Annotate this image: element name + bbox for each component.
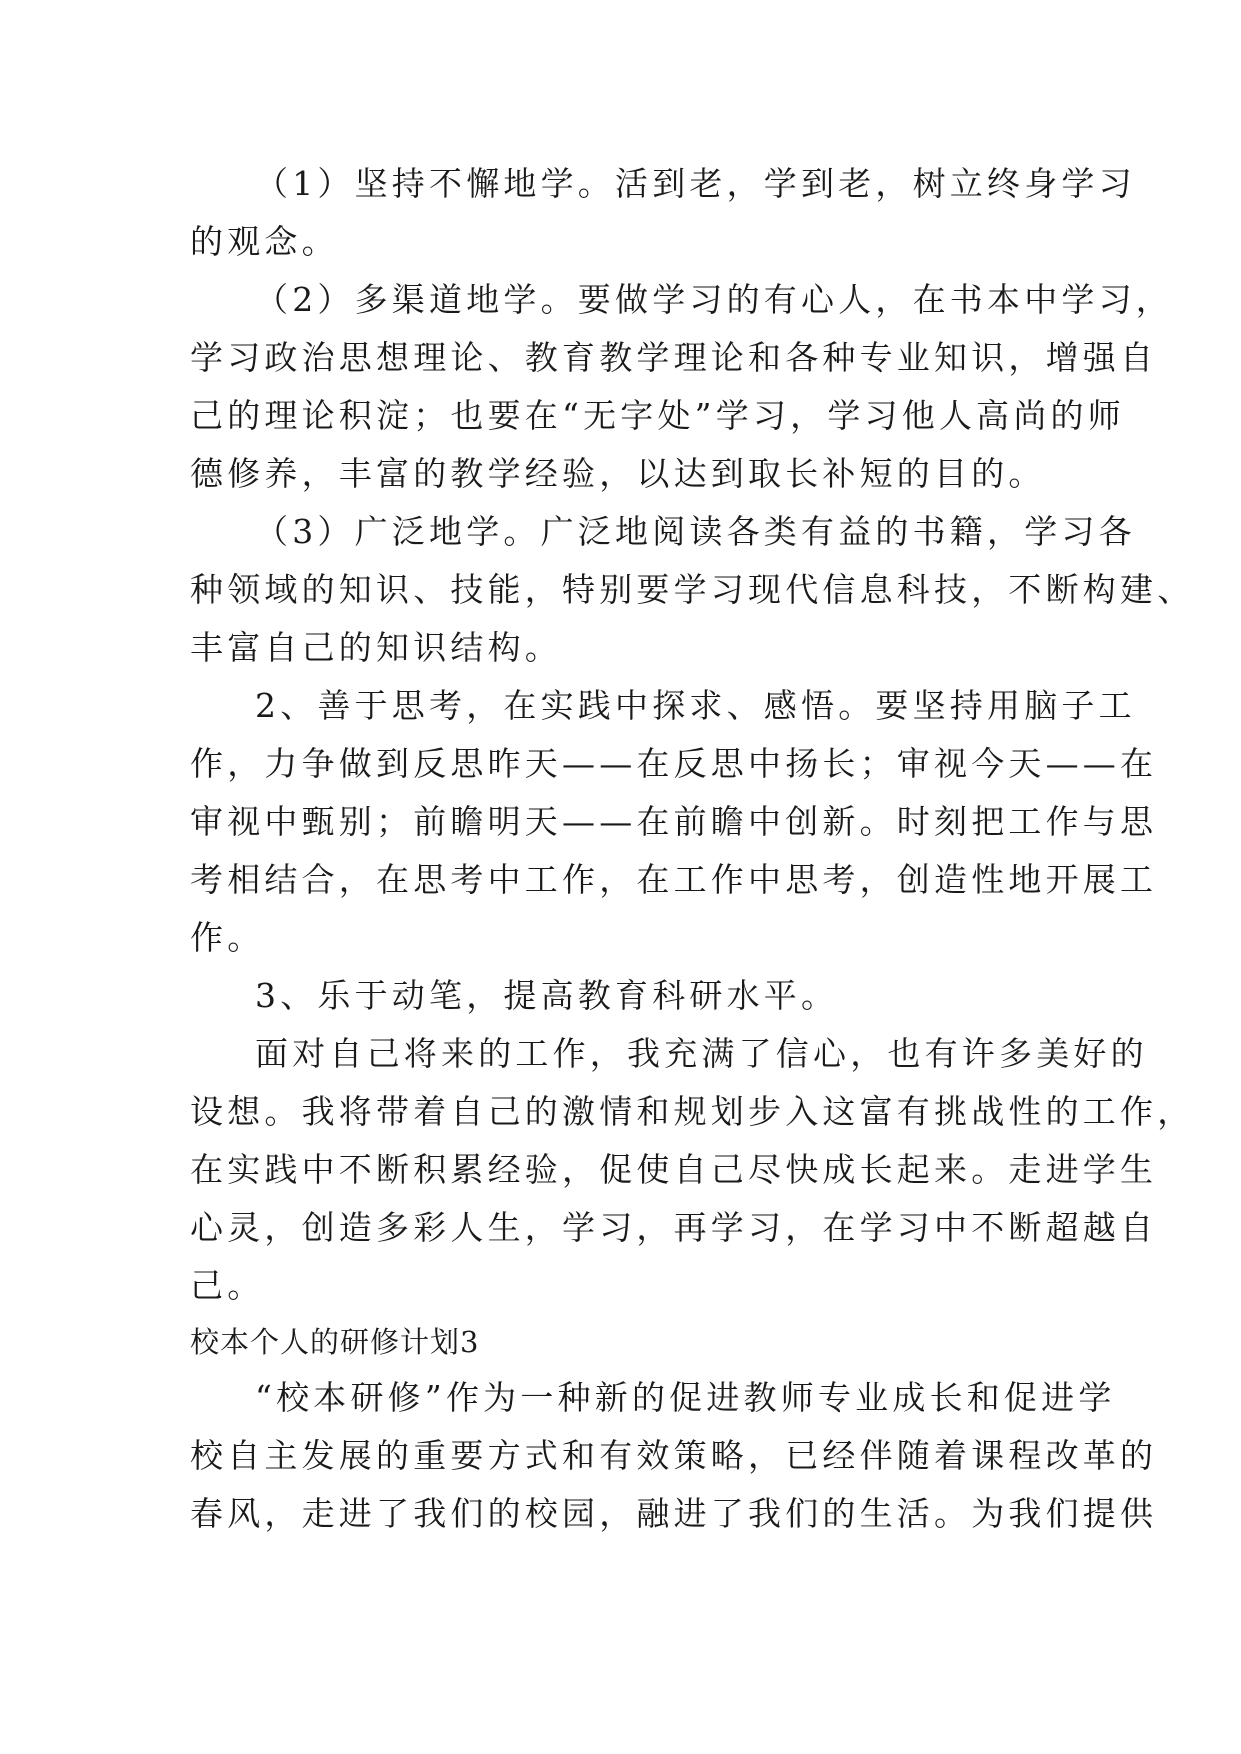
paragraph-line: 丰富自己的知识结构。 — [190, 628, 562, 667]
paragraph-line: 作。 — [190, 918, 265, 957]
paragraph-line: 设想。我将带着自己的激情和规划步入这富有挑战性的工作， — [190, 1092, 1195, 1131]
paragraph-line: 春风，走进了我们的校园，融进了我们的生活。为我们提供 — [190, 1494, 1158, 1533]
paragraph-line: 的观念。 — [190, 222, 339, 261]
paragraph-line: （2）多渠道地学。要做学习的有心人，在书本中学习， — [255, 280, 1173, 319]
paragraph-line: 审视中甄别；前瞻明天——在前瞻中创新。时刻把工作与思 — [190, 802, 1158, 841]
paragraph-line: 己的理论积淀；也要在“无字处”学习，学习他人高尚的师 — [190, 396, 1125, 435]
paragraph-line: （3）广泛地学。广泛地阅读各类有益的书籍，学习各 — [255, 512, 1136, 551]
section-heading: 校本个人的研修计划3 — [190, 1325, 480, 1359]
paragraph-line: 心灵，创造多彩人生，学习，再学习，在学习中不断超越自 — [190, 1208, 1158, 1247]
paragraph-line: 考相结合，在思考中工作，在工作中思考，创造性地开展工 — [190, 860, 1158, 899]
paragraph-line: 在实践中不断积累经验，促使自己尽快成长起来。走进学生 — [190, 1150, 1158, 1189]
paragraph-line: “校本研修”作为一种新的促进教师专业成长和促进学 — [255, 1378, 1116, 1417]
paragraph-line: 德修养，丰富的教学经验，以达到取长补短的目的。 — [190, 454, 1046, 493]
paragraph-line: 作，力争做到反思昨天——在反思中扬长；审视今天——在 — [190, 744, 1158, 783]
paragraph-line: 3、乐于动笔，提高教育科研水平。 — [255, 976, 839, 1015]
paragraph-line: 学习政治思想理论、教育教学理论和各种专业知识，增强自 — [190, 338, 1158, 377]
paragraph-line: 种领域的知识、技能，特别要学习现代信息科技，不断构建、 — [190, 570, 1195, 609]
paragraph-line: 面对自己将来的工作，我充满了信心，也有许多美好的 — [255, 1034, 1148, 1073]
paragraph-line: 2、善于思考，在实践中探求、感悟。要坚持用脑子工 — [255, 686, 1136, 725]
paragraph-line: 校自主发展的重要方式和有效策略，已经伴随着课程改革的 — [190, 1436, 1158, 1475]
paragraph-line: 己。 — [190, 1266, 265, 1305]
paragraph-line: （1）坚持不懈地学。活到老，学到老，树立终身学习 — [255, 164, 1136, 203]
